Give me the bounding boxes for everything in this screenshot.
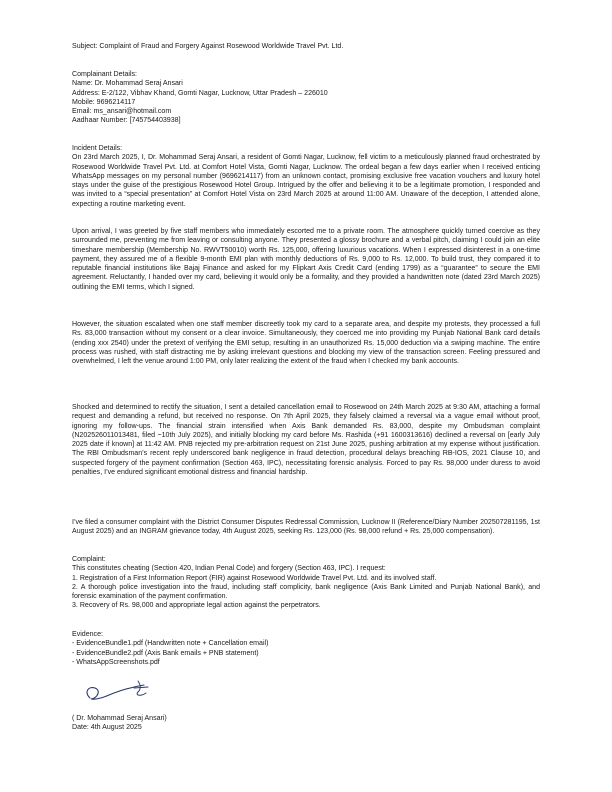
incident-paragraph-2: Upon arrival, I was greeted by five staff members who immediately escorted me to a private room. The atmosphere quickly turned coercive as they surrounded me, preventing me from leaving or consulting anyone. They presented a glossy brochure and a verbal pitch, claiming I could join an elite timeshare membership (Membership No. RWVT50010) worth Rs. 125,000, offering luxurious vacations. When I expressed disinterest in a one-time payment, they assured me of a flexible 9-month EMI plan with monthly deductions of Rs. 9,000 to Rs. 12,000. To build trust, they compared it to reputable financial institutions like Bajaj Finance and asked for my Flipkart Axis Credit Card (ending 1799) as a “guarantee” to secure the EMI agreement. Reluctantly, I handed over my card, believing it would only be a formality, and they provided a handwritten note (dated 23rd March 2025) outlining the EMI terms, which I signed. [72, 228, 540, 291]
handwritten-signature [80, 678, 152, 706]
evidence-item: - WhatsAppScreenshots.pdf [72, 658, 160, 666]
letter-date: Date: 4th August 2025 [72, 724, 142, 732]
signoff [72, 714, 540, 733]
complaint-item: 1. Registration of a First Information Report (FIR) against Rosewood Worldwide Travel Pvt. Ltd. and its involved staff. [72, 574, 437, 582]
evidence-heading: Evidence: [72, 631, 103, 638]
evidence-item: - EvidenceBundle1.pdf (Handwritten note + Cancellation email) [72, 640, 269, 648]
incident-heading: Incident Details: [72, 145, 123, 152]
complaint-item: 2. A thorough police investigation into the fraud, including staff complicity, bank negligence (Axis Bank Limited and Punjab National Bank), and forensic examination of the payment confirmation. [72, 583, 540, 601]
complaint-heading: Complaint: [72, 556, 106, 563]
evidence-item: - EvidenceBundle2.pdf (Axis Bank emails + PNB statement) [72, 649, 259, 657]
complainant-address: Address: E-2/122, Vibhav Khand, Gomti Nagar, Lucknow, Uttar Pradesh – 226010 [72, 89, 328, 97]
complainant-mobile: Mobile: 9696214117 [72, 98, 136, 106]
complainant-email: Email: ms_ansari@hotmail.com [72, 108, 172, 116]
evidence-section [72, 630, 540, 667]
complaint-intro: This constitutes cheating (Section 420, Indian Penal Code) and forgery (Section 463, IPC). I request: [72, 565, 386, 573]
complainant-heading: Complainant Details: [72, 71, 138, 78]
incident-paragraph-5: I’ve filed a consumer complaint with the District Consumer Disputes Redressal Commission, Lucknow II (Reference/Diary Number 202507281195, 1st August 2025) and an INGRAM grievance today, 4th August 2025, seeking Rs. 123,000 (Rs. 98,000 refund + Rs. 25,000 compensation). [72, 519, 540, 536]
signatory-name: ( Dr. Mohammad Seraj Ansari) [72, 715, 167, 722]
subject-line: Subject: Complaint of Fraud and Forgery Against Rosewood Worldwide Travel Pvt. Ltd. [72, 43, 344, 50]
complaint-item: 3. Recovery of Rs. 98,000 and appropriate legal action against the perpetrators. [72, 602, 321, 610]
complaint-section [72, 555, 540, 611]
complainant-name: Name: Dr. Mohammad Seraj Ansari [72, 80, 183, 88]
incident-details [72, 144, 540, 209]
complainant-aadhaar: Aadhaar Number: [745754403938] [72, 117, 181, 125]
incident-paragraph-3: However, the situation escalated when one staff member discreetly took my card to a separate area, and despite my protests, they processed a full Rs. 83,000 transaction without my consent or a clear invoice. Simultaneously, they coerced me into providing my Punjab National Bank card details (ending xxx 2540) under the pretext of verifying the EMI setup, resulting in an unauthorized Rs. 15,000 deduction via a swiping machine. The entire process was rushed, with staff distracting me by asking irrelevant questions and blocking my view of the transaction screen. Feeling pressured and overwhelmed, I left the venue around 1:00 PM, only later realizing the extent of the fraud when I checked my bank accounts. [72, 321, 540, 366]
incident-paragraph-4: Shocked and determined to rectify the situation, I sent a detailed cancellation email to Rosewood on 24th March 2025 at 9:30 AM, attaching a formal request and demanding a refund, but received no response. On 7th April 2025, they falsely claimed a reversal via a vague email without proof, ignoring my follow-ups. The financial strain intensified when Axis Bank demanded Rs. 83,000, despite my Ombudsman complaint (N202526011013481, filed ~10th July 2025), and initially blocking my card before Ms. Rashida (+91 1600313616) declined a reversal on [early July 2025 date if known] at 11:42 AM. PNB rejected my pre-arbitration request on 21st June 2025, pushing arbitration at my expense without justification. The RBI Ombudsman’s recent reply underscored bank negligence in fraud detection, procedural delays breaching RB-IOS, 2021 Clause 10, and suspected forgery of the payment confirmation (Section 463, IPC), necessitating forensic analysis. Forced to pay Rs. 98,000 under duress to avoid penalties, I’ve endured significant emotional distress and financial hardship. [72, 404, 540, 477]
complainant-details [72, 70, 540, 126]
incident-paragraph-1: On 23rd March 2025, I, Dr. Mohammad Seraj Ansari, a resident of Gomti Nagar, Lucknow, fell victim to a meticulously planned fraud orchestrated by Rosewood Worldwide Travel Pvt. Ltd. at Comfort Hotel Vista, Gomti Nagar, Lucknow. The ordeal began a few days earlier when I received enticing WhatsApp messages on my personal number (9696214117) from an unknown contact, promising exclusive free vacation vouchers and luxury hotel stays under the guise of the prestigious Rosewood Hotel Group. Intrigued by the offer and believing it to be a legitimate promotion, I responded and was invited to a “special presentation” at Comfort Hotel Vista on 23rd March 2025 at around 11:00 AM. Unaware of the deception, I attended alone, expecting a routine marketing event. [72, 154, 540, 208]
